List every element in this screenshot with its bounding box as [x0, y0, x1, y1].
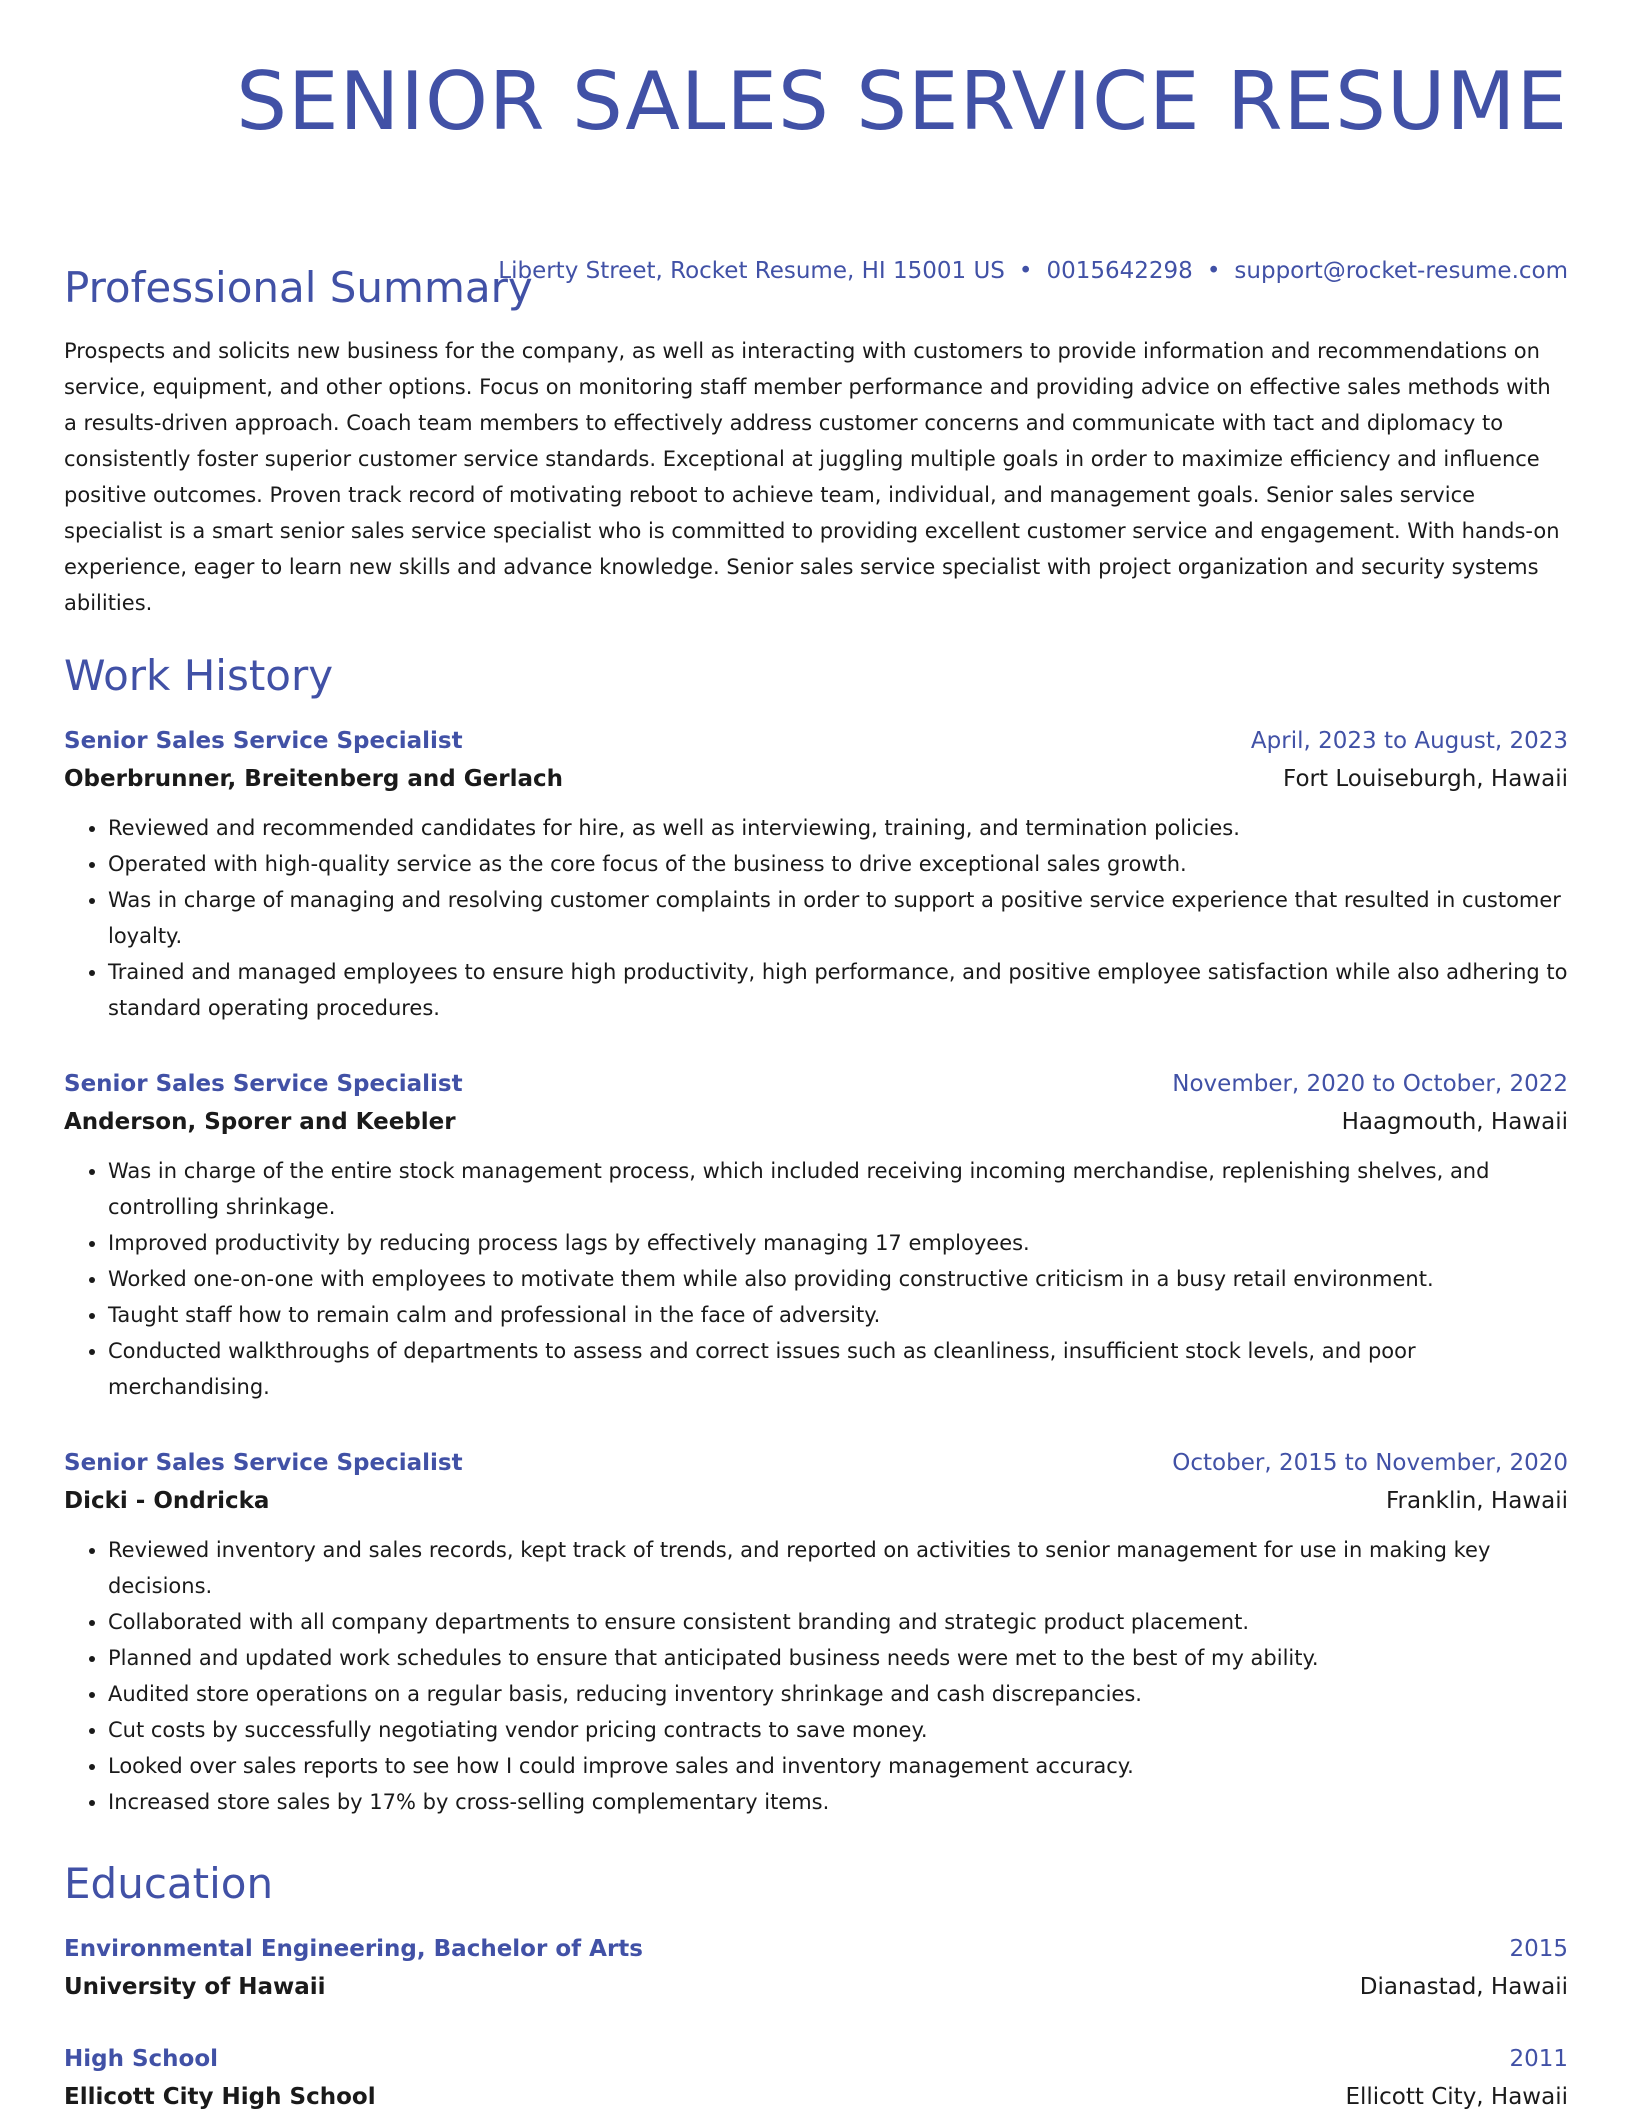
job-bullet: • Looked over sales reports to see how I could improve sales and inventory management accuracy.	[108, 1748, 1568, 1784]
education-location: Ellicott City, Hawaii	[1345, 2084, 1568, 2110]
contact-separator: •	[1206, 258, 1221, 284]
job-company: Anderson, Sporer and Keebler	[64, 1109, 456, 1135]
job-title: Senior Sales Service Specialist	[64, 1071, 463, 1097]
job-location: Haagmouth, Hawaii	[1341, 1109, 1568, 1135]
job-bullet: • Reviewed inventory and sales records, kept track of trends, and reported on activities to senior management for use in making key decisions.	[108, 1532, 1568, 1604]
job-bullets	[64, 810, 1568, 1026]
job-bullet: • Planned and updated work schedules to ensure that anticipated business needs were met to the best of my ability.	[108, 1640, 1568, 1676]
education-location: Dianastad, Hawaii	[1359, 1974, 1568, 2000]
education-heading: Education	[64, 1859, 274, 1908]
education-degree: Environmental Engineering, Bachelor of Arts	[64, 1936, 643, 1962]
job-bullet: • Cut costs by successfully negotiating vendor pricing contracts to save money.	[108, 1712, 1568, 1748]
summary-heading: Professional Summary	[64, 263, 533, 312]
job-location: Fort Louiseburgh, Hawaii	[1283, 766, 1568, 792]
job-company: Dicki - Ondricka	[64, 1488, 270, 1514]
job-bullet: • Trained and managed employees to ensure high productivity, high performance, and positive employee satisfaction while also adhering to standard operating procedures.	[108, 954, 1568, 1026]
contact-address: Liberty Street, Rocket Resume, HI 15001 US	[498, 258, 1005, 284]
job-dates: November, 2020 to October, 2022	[1172, 1071, 1568, 1097]
job-location: Franklin, Hawaii	[1385, 1488, 1568, 1514]
job-bullets	[64, 1153, 1568, 1405]
contact-email[interactable]: support@rocket-resume.com	[1234, 258, 1568, 284]
contact-line	[498, 254, 1568, 288]
education-degree: High School	[64, 2046, 219, 2072]
job-bullet: • Audited store operations on a regular basis, reducing inventory shrinkage and cash discrepancies.	[108, 1676, 1568, 1712]
job-entry	[64, 1065, 1568, 1405]
education-school: Ellicott City High School	[64, 2084, 376, 2110]
job-title: Senior Sales Service Specialist	[64, 728, 463, 754]
education-year: 2011	[1509, 2046, 1568, 2072]
work-history-heading: Work History	[64, 651, 334, 700]
contact-phone: 0015642298	[1046, 258, 1193, 284]
education-entry	[64, 2040, 1568, 2116]
job-bullet: • Increased store sales by 17% by cross-selling complementary items.	[108, 1784, 1568, 1820]
job-company: Oberbrunner, Breitenberg and Gerlach	[64, 766, 563, 792]
education-entry	[64, 1930, 1568, 2006]
job-entry	[64, 1444, 1568, 1820]
education-school: University of Hawaii	[64, 1974, 326, 2000]
resume-title: SENIOR SALES SERVICE RESUME	[236, 55, 1568, 148]
job-dates: April, 2023 to August, 2023	[1250, 728, 1568, 754]
education-year: 2015	[1509, 1936, 1568, 1962]
job-bullet: • Improved productivity by reducing process lags by effectively managing 17 employees.	[108, 1225, 1568, 1261]
job-dates: October, 2015 to November, 2020	[1172, 1450, 1568, 1476]
job-bullet: • Was in charge of the entire stock management process, which included receiving incoming merchandise, replenishing shelves, and controlling shrinkage.	[108, 1153, 1568, 1225]
job-entry	[64, 722, 1568, 1026]
job-bullet: • Taught staff how to remain calm and professional in the face of adversity.	[108, 1297, 1568, 1333]
job-bullet: • Conducted walkthroughs of departments to assess and correct issues such as cleanliness, insufficient stock levels, and poor merchandising.	[108, 1333, 1568, 1405]
job-bullet: • Reviewed and recommended candidates for hire, as well as interviewing, training, and termination policies.	[108, 810, 1568, 846]
job-bullet: • Operated with high-quality service as the core focus of the business to drive exceptional sales growth.	[108, 846, 1568, 882]
job-bullets	[64, 1532, 1568, 1820]
summary-text: Prospects and solicits new business for the company, as well as interacting with customers to provide information and recommendations on service, equipment, and other options. Focus on monitoring staff member performance and providing advice on effective sales methods with a results-driven approach. Coach team members to effectively address customer concerns and communicate with tact and diplomacy to consistently foster superior customer service standards. Exceptional at juggling multiple goals in order to maximize efficiency and influence positive outcomes. Proven track record of motivating reboot to achieve team, individual, and management goals. Senior sales service specialist is a smart senior sales service specialist who is committed to providing excellent customer service and engagement. With hands-on experience, eager to learn new skills and advance knowledge. Senior sales service specialist with project organization and security systems abilities.	[64, 339, 1560, 615]
job-bullet: • Collaborated with all company departments to ensure consistent branding and strategic product placement.	[108, 1604, 1568, 1640]
job-bullet: • Worked one-on-one with employees to motivate them while also providing constructive criticism in a busy retail environment.	[108, 1261, 1568, 1297]
job-bullet: • Was in charge of managing and resolving customer complaints in order to support a positive service experience that resulted in customer loyalty.	[108, 882, 1568, 954]
job-title: Senior Sales Service Specialist	[64, 1450, 463, 1476]
contact-separator: •	[1018, 258, 1033, 284]
